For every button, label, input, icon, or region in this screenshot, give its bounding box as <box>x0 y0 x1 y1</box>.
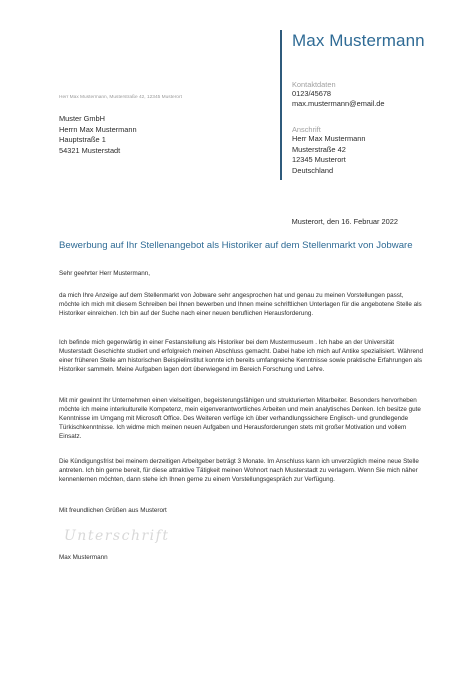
applicant-name: Max Mustermann <box>292 31 425 50</box>
signature-image: Unterschrift <box>64 528 170 544</box>
recipient-line: 54321 Musterstadt <box>59 145 121 155</box>
signature-name: Max Mustermann <box>59 554 108 561</box>
paragraph: da mich Ihre Anzeige auf dem Stellenmarkt von Jobware sehr angesprochen hat und genau zu meinen Vorstellungen passt, möchte ich mich mit diesem Schreiben bei Ihnen bewerben und Ihnen meine schriftlichen Unterlagen für die angebotene Stelle als Historiker einreichen. Ich bin auf der Suche nach einer neuen beruflichen Herausforderung. <box>59 292 422 318</box>
letter-date: Musterort, den 16. Februar 2022 <box>291 217 398 226</box>
recipient-line: Herrn Max Mustermann <box>59 124 137 134</box>
contact-label: Kontaktdaten <box>292 80 336 89</box>
paragraph: Die Kündigungsfrist bei meinem derzeitigen Arbeitgeber beträgt 3 Monate. Im Anschluss kann ich unverzüglich meine neue Stelle antreten. Ich bin gerne bereit, für diese attraktive Tätigkeit meinen Wohnort nach Musterstadt zu verlagern. Wenn Sie mich näher kennenlernen möchten, dann stehe ich Ihnen gerne zu einem Vorstellungsgespräch zur Verfügung. <box>59 458 419 484</box>
address-line: Deutschland <box>292 165 334 175</box>
address-line: Musterstraße 42 <box>292 144 346 154</box>
contact-email: max.mustermann@email.de <box>292 99 385 108</box>
address-line: 12345 Musterort <box>292 155 346 164</box>
paragraph: Ich befinde mich gegenwärtig in einer Festanstellung als Historiker bei dem Mustermuseum . Ich habe an der Universität Musterstadt Geschichte studiert und erfolgreich meinen Abschluss gemacht. Dabei habe ich mich auf Antike spezialisiert. Während einer früheren Stelle am historischen Beispielinstitut konnte ich bereits umfangreiche Kenntnisse sowie praktische Erfahrungen als Historiker sammeln. Meine Aufgaben lagen dort überwiegend im Bereich Forschung und Lehre. <box>59 339 424 374</box>
sender-return-line: Herr Max Mustermann, Musterstraße 42, 12345 Musterort <box>59 95 182 100</box>
header-divider <box>280 30 282 180</box>
address-label: Anschrift <box>292 125 321 134</box>
paragraph: Mit mir gewinnt Ihr Unternehmen einen vielseitigen, begeisterungsfähigen und strukturierten Mitarbeiter. Besonders hervorheben möchte ich meine interkulturelle Kompetenz, mein eigenverantwortliches Arbeiten und mein analytisches Denken. Ich besitze gute Kenntnisse im Umgang mit Microsoft Office. Des Weiteren verfüge ich über verhandlungssichere Englisch- und grundlegende Türkischkenntnisse. Ich widme mich meinen neuen Aufgaben und Herausforderungen stets mit großer Motivation und vollem Einsatz. <box>59 397 421 441</box>
letter-subject: Bewerbung auf Ihr Stellenangebot als Historiker auf dem Stellenmarkt von Jobware <box>59 240 413 251</box>
recipient-line: Muster GmbH <box>59 114 105 123</box>
closing: Mit freundlichen Grüßen aus Musterort <box>59 507 167 514</box>
salutation: Sehr geehrter Herr Mustermann, <box>59 270 150 277</box>
recipient-address <box>59 114 137 156</box>
recipient-line: Hauptstraße 1 <box>59 135 106 144</box>
contact-phone: 0123/45678 <box>292 89 332 98</box>
address-line: Herr Max Mustermann <box>292 134 366 143</box>
